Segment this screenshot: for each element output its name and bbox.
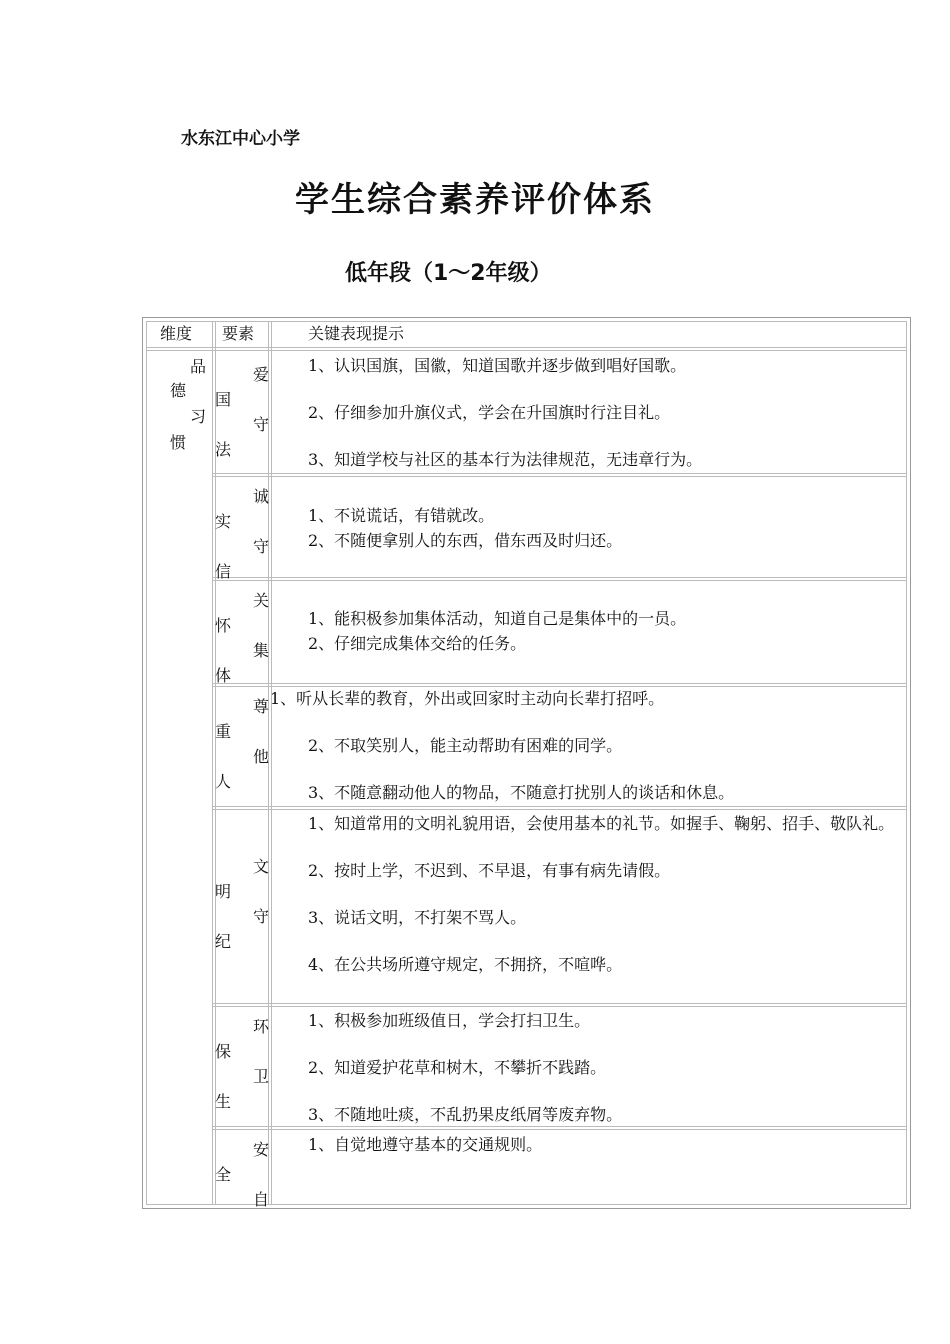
element-char: 人 — [215, 772, 232, 791]
row-honesty-items — [272, 505, 897, 552]
list-item: 2、仔细参加升旗仪式，学会在升国旗时行注目礼。 — [308, 403, 671, 422]
element-char: 实 — [215, 512, 232, 531]
row-safety-items — [272, 1134, 897, 1156]
list-item: 3、不随地吐痰，不乱扔果皮纸屑等废弃物。 — [308, 1105, 623, 1124]
element-char: 尊 — [253, 697, 270, 716]
element-char: 体 — [215, 666, 232, 685]
list-item: 1、知道常用的文明礼貌用语，会使用基本的礼节。如握手、鞠躬、招手、敬队礼。 — [308, 814, 895, 833]
element-char: 文 — [253, 857, 270, 876]
column-header-element: 要素 — [222, 324, 255, 343]
element-char: 明 — [215, 882, 232, 901]
list-item: 1、不说谎话，有错就改。 — [308, 506, 495, 525]
element-char: 卫 — [253, 1067, 270, 1086]
element-char: 全 — [215, 1165, 232, 1184]
document-subtitle: 低年段（1～2年级） — [345, 261, 552, 286]
element-char: 他 — [253, 747, 270, 766]
element-char: 守 — [253, 537, 270, 556]
list-item: 1、认识国旗，国徽，知道国歌并逐步做到唱好国歌。 — [308, 356, 687, 375]
row-environment-items — [272, 1010, 897, 1126]
list-item: 2、按时上学，不迟到、不早退，有事有病先请假。 — [308, 861, 671, 880]
element-char: 自 — [253, 1190, 270, 1209]
column-header-dimension: 维度 — [160, 324, 193, 343]
list-item: 3、不随意翻动他人的物品，不随意打扰别人的谈话和休息。 — [308, 783, 735, 802]
element-char: 怀 — [215, 616, 232, 635]
element-char: 爱 — [253, 365, 270, 384]
element-char: 信 — [215, 562, 232, 581]
list-item: 1、能积极参加集体活动，知道自己是集体中的一员。 — [308, 609, 687, 628]
element-char: 关 — [253, 591, 270, 610]
school-name: 水东江中心小学 — [181, 129, 300, 149]
element-char: 集 — [253, 641, 270, 660]
element-char: 环 — [253, 1017, 270, 1036]
element-char: 守 — [253, 415, 270, 434]
row-respect-items — [270, 688, 897, 804]
list-item: 1、积极参加班级值日，学会打扫卫生。 — [308, 1011, 591, 1030]
list-item: 1、听从长辈的教育，外出或回家时主动向长辈打招呼。 — [270, 689, 665, 708]
element-char: 法 — [215, 440, 232, 459]
element-char: 纪 — [215, 932, 232, 951]
list-item: 3、说话文明，不打架不骂人。 — [308, 908, 527, 927]
row-civility-items — [272, 813, 897, 976]
document-title: 学生综合素养评价体系 — [295, 180, 655, 220]
row-collective-items — [272, 608, 897, 655]
list-item: 2、不取笑别人，能主动帮助有困难的同学。 — [308, 736, 623, 755]
element-char: 保 — [215, 1042, 232, 1061]
element-char: 诚 — [253, 487, 270, 506]
list-item: 2、知道爱护花草和树木，不攀折不践踏。 — [308, 1058, 607, 1077]
element-char: 安 — [253, 1140, 270, 1159]
list-item: 2、不随便拿别人的东西，借东西及时归还。 — [308, 531, 623, 550]
element-char: 国 — [215, 390, 232, 409]
element-char: 生 — [215, 1092, 232, 1111]
element-char: 重 — [215, 722, 232, 741]
list-item: 1、自觉地遵守基本的交通规则。 — [308, 1135, 543, 1154]
row-patriotism-items — [272, 355, 897, 471]
list-item: 3、知道学校与社区的基本行为法律规范，无违章行为。 — [308, 450, 703, 469]
column-header-key-performance: 关键表现提示 — [308, 324, 405, 343]
list-item: 2、仔细完成集体交给的任务。 — [308, 634, 527, 653]
element-char: 守 — [253, 907, 270, 926]
list-item: 4、在公共场所遵守规定，不拥挤，不喧哗。 — [308, 955, 623, 974]
